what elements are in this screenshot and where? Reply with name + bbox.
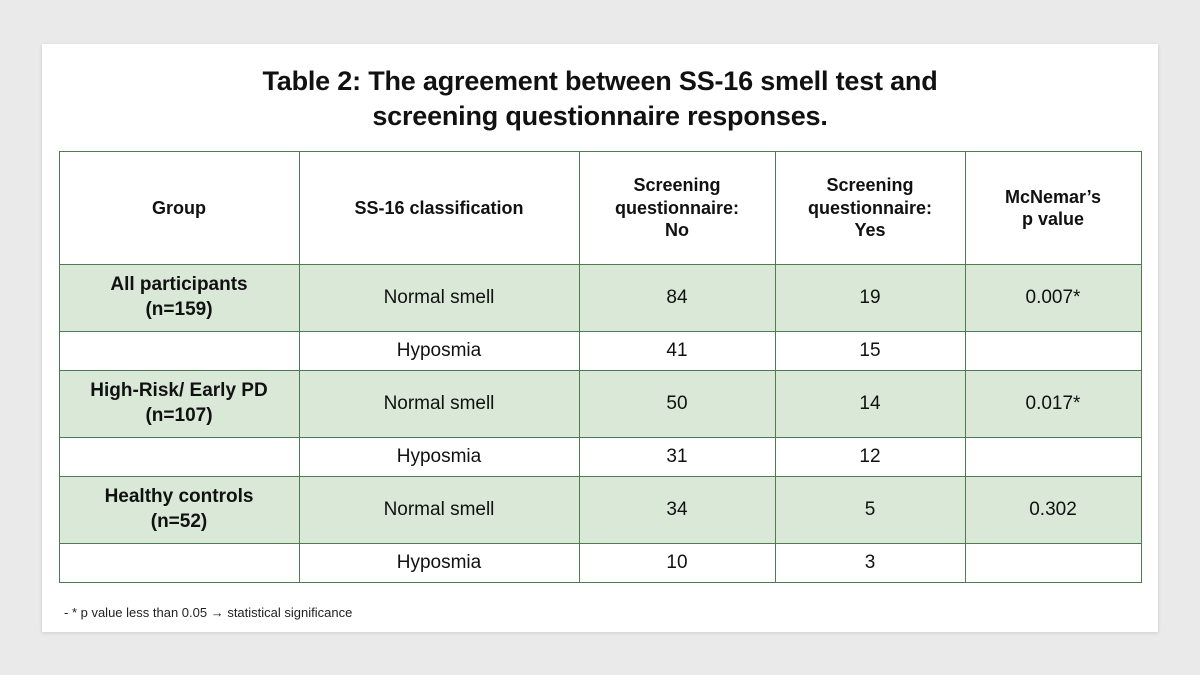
cell-group-line-2: (n=159) bbox=[145, 299, 213, 321]
cell-p-value: 0.017* bbox=[965, 371, 1141, 438]
cell-classification: Hyposmia bbox=[299, 438, 579, 477]
column-header-screening-no-line-1: Screening bbox=[633, 175, 721, 196]
table-row bbox=[59, 438, 1141, 477]
table-row bbox=[59, 332, 1141, 371]
cell-classification: Normal smell bbox=[299, 265, 579, 332]
cell-screening-no: 31 bbox=[579, 438, 775, 477]
cell-p-value bbox=[965, 438, 1141, 477]
column-header-screening-yes-line-1: Screening bbox=[826, 175, 914, 196]
cell-group bbox=[59, 438, 299, 477]
cell-screening-yes: 5 bbox=[775, 477, 965, 544]
column-header-screening-yes-line-2: questionnaire: bbox=[807, 197, 932, 218]
column-header-screening-yes bbox=[775, 152, 965, 265]
cell-group-line-2: (n=52) bbox=[150, 511, 208, 533]
page-title bbox=[42, 44, 1158, 133]
cell-group-line-1: All participants bbox=[110, 274, 248, 296]
cell-p-value bbox=[965, 332, 1141, 371]
cell-group bbox=[59, 544, 299, 583]
table-row bbox=[59, 544, 1141, 583]
cell-screening-no: 34 bbox=[579, 477, 775, 544]
cell-group-line-1: Healthy controls bbox=[104, 486, 254, 508]
column-header-classification: SS-16 classification bbox=[299, 152, 579, 265]
column-header-group: Group bbox=[59, 152, 299, 265]
page-title-line-2: screening questionnaire responses. bbox=[372, 100, 828, 131]
column-header-mcnemar-line-2: p value bbox=[1021, 209, 1085, 230]
cell-screening-yes: 19 bbox=[775, 265, 965, 332]
agreement-table bbox=[59, 151, 1142, 583]
cell-group bbox=[59, 371, 299, 438]
table-footnote: - * p value less than 0.05 → statistical significance bbox=[64, 605, 353, 621]
cell-screening-yes: 12 bbox=[775, 438, 965, 477]
cell-group bbox=[59, 332, 299, 371]
column-header-screening-no bbox=[579, 152, 775, 265]
slide-canvas bbox=[42, 44, 1158, 632]
column-header-screening-no-line-2: questionnaire: bbox=[614, 197, 739, 218]
cell-group bbox=[59, 265, 299, 332]
table-row bbox=[59, 265, 1141, 332]
cell-classification: Normal smell bbox=[299, 477, 579, 544]
cell-p-value bbox=[965, 544, 1141, 583]
cell-classification: Normal smell bbox=[299, 371, 579, 438]
cell-screening-yes: 14 bbox=[775, 371, 965, 438]
cell-p-value: 0.007* bbox=[965, 265, 1141, 332]
cell-screening-yes: 3 bbox=[775, 544, 965, 583]
cell-screening-no: 41 bbox=[579, 332, 775, 371]
column-header-mcnemar-p bbox=[965, 152, 1141, 265]
cell-screening-no: 50 bbox=[579, 371, 775, 438]
cell-classification: Hyposmia bbox=[299, 544, 579, 583]
cell-screening-yes: 15 bbox=[775, 332, 965, 371]
cell-classification: Hyposmia bbox=[299, 332, 579, 371]
column-header-screening-yes-line-3: Yes bbox=[854, 220, 886, 241]
column-header-screening-no-line-3: No bbox=[665, 220, 689, 241]
table-row bbox=[59, 477, 1141, 544]
table-row bbox=[59, 371, 1141, 438]
cell-group bbox=[59, 477, 299, 544]
table-header-row bbox=[59, 152, 1141, 265]
cell-group-line-2: (n=107) bbox=[145, 405, 213, 427]
cell-p-value: 0.302 bbox=[965, 477, 1141, 544]
cell-group-line-1: High-Risk/ Early PD bbox=[90, 380, 268, 402]
page-title-line-1: Table 2: The agreement between SS-16 smell test and bbox=[262, 66, 938, 96]
cell-screening-no: 84 bbox=[579, 265, 775, 332]
column-header-mcnemar-line-1: McNemar’s bbox=[1004, 186, 1102, 207]
cell-screening-no: 10 bbox=[579, 544, 775, 583]
